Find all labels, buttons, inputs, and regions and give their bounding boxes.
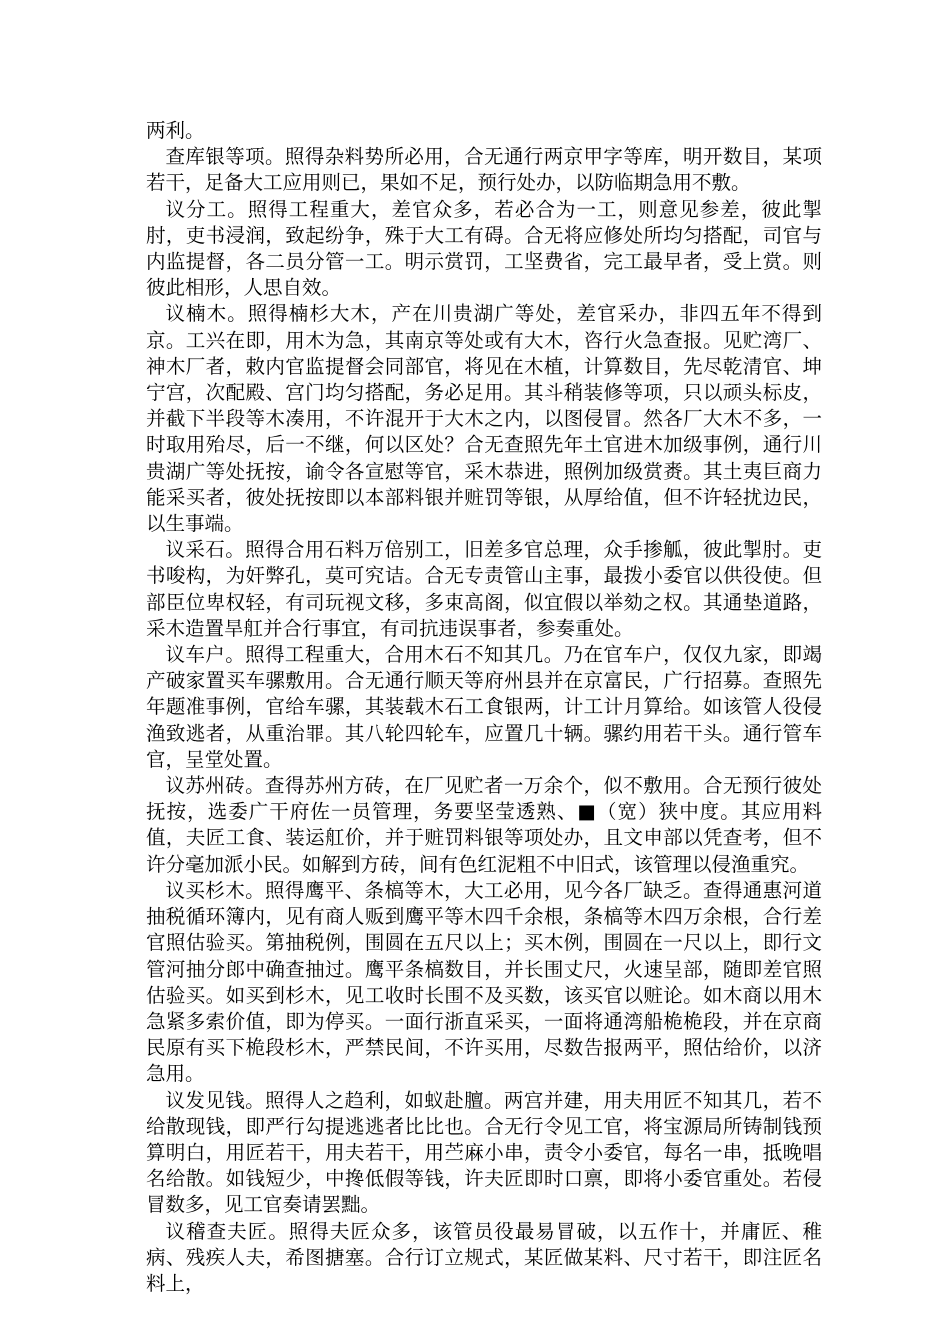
- paragraph-fir-timber-purchase: 议买杉木。照得鹰平、条槁等木，大工必用，见今各厂缺乏。查得通惠河道抽税循环簿内，见有商人贩到鹰平等木四千余根，条槁等木四万余根，合行差官照估验买。第抽税例，围圆在五尺以上；买木例，围圆在一尺以上，即行文管河抽分郎中确查抽过。鹰平条槁数目，并长围丈尺，火速呈部，随即差官照估验买。如买到杉木，见工收时长围不及买数，该买官以赃论。如木商以用木急紧多索价值，即为停买。一面行浙直采买，一面将通湾船桅桅段，并在京商民原有买下桅段杉木，严禁民间，不许买用，尽数告报两平，照估给价，以济急用。: [146, 878, 822, 1086]
- paragraph-cash-payment: 议发见钱。照得人之趋利，如蚁赴膻。两宫并建，用夫用匠不知其几，若不给散现钱，即严行勾提逃逃者比比也。合无行令见工官，将宝源局所铸制钱预算明白，用匠若干，用夫若干，用苎麻小串，责令小委官，每名一串，抵晚唱名给散。如钱短少，中搀低假等钱，许夫匠即时口禀，即将小委官重处。若侵冒数多，见工官奏请罢黜。: [146, 1088, 822, 1217]
- paragraph-division-of-work: 议分工。照得工程重大，差官众多，若必合为一工，则意见参差，彼此掣肘，吏书浸润，致起纷争，殊于大工有碍。合无将应修处所均匀搭配，司官与内监提督，各二员分管一工。明示赏罚，工坚费省，完工最早者，受上赏。则彼此相形，人思自效。: [146, 197, 822, 300]
- paragraph-suzhou-bricks: 议苏州砖。查得苏州方砖，在厂见贮者一万余个，似不敷用。合无预行彼处抚按，选委广干府佐一员管理，务要坚莹透熟、■（宽）狭中度。其应用料值，夫匠工食、装运舡价，并于赃罚料银等项处办，且文申部以凭查考，但不许分毫加派小民。如解到方砖，间有色红泥粗不中旧式，该管理以侵渔重究。: [146, 774, 822, 876]
- document-body: [146, 118, 822, 1297]
- paragraph-cart-households: 议车户。照得工程重大，合用木石不知其几。乃在官车户，仅仅九家，即竭产破家置买车骡敷用。合无通行顺天等府州县并在京富民，广行招募。查照先年题准事例，官给车骡，其装载木石工食银两，计工计月算给。如该管人役侵渔致逃者，从重治罪。其八轮四轮车，应置几十辆。骡约用若干头。通行管车官，呈堂处置。: [146, 643, 822, 771]
- paragraph-nanmu-timber: 议楠木。照得楠杉大木，产在川贵湖广等处，差官采办，非四五年不得到京。工兴在即，用木为急，其南京等处或有大木，咨行火急查报。见贮湾厂、神木厂者，敕内官监提督会同部官，将见在木植，计算数目，先尽乾清官、坤宁宫，次配殿、宫门均匀搭配，务必足用。其斗稍装修等项，只以顽头标皮，并截下半段等木凑用，不许混开于大木之内，以图侵冒。然各厂大木不多，一时取用殆尽，后一不继，何以区处？合无查照先年土官进木加级事例，通行川贵湖广等处抚按，谕令各宣慰等官，采木恭进，照例加级赏赉。其土夷巨商力能采买者，彼处抚按即以本部料银并赃罚等银，从厚给值，但不许轻扰边民，以生事端。: [146, 302, 822, 536]
- paragraph-stone-quarrying: 议采石。照得合用石料万倍别工，旧差多官总理，众手掺觚，彼此掣肘。吏书唆构，为奸弊孔，莫可究诘。合无专责管山主事，最拨小委官以供役使。但部臣位卑权轻，有司玩视文移，多束高阁，似宜假以举劾之权。其通垫道路，采木造置旱舡并合行事宜，有司抗违误事者，参奏重处。: [146, 538, 822, 640]
- paragraph-continuation: 两利。: [146, 119, 205, 142]
- paragraph-laborer-inspection: 议稽查夫匠。照得夫匠众多，该管员役最易冒破，以五作十，并庸匠、稚病、残疾人夫，希图搪塞。合行订立规式，某匠做某料、尺寸若干，即注匠名料上，: [146, 1219, 822, 1295]
- paragraph-treasury-silver: 查库银等项。照得杂料势所必用，合无通行两京甲字等库，明开数目，某项若干，足备大工应用则已，果如不足，预行处办，以防临期急用不敷。: [146, 145, 822, 195]
